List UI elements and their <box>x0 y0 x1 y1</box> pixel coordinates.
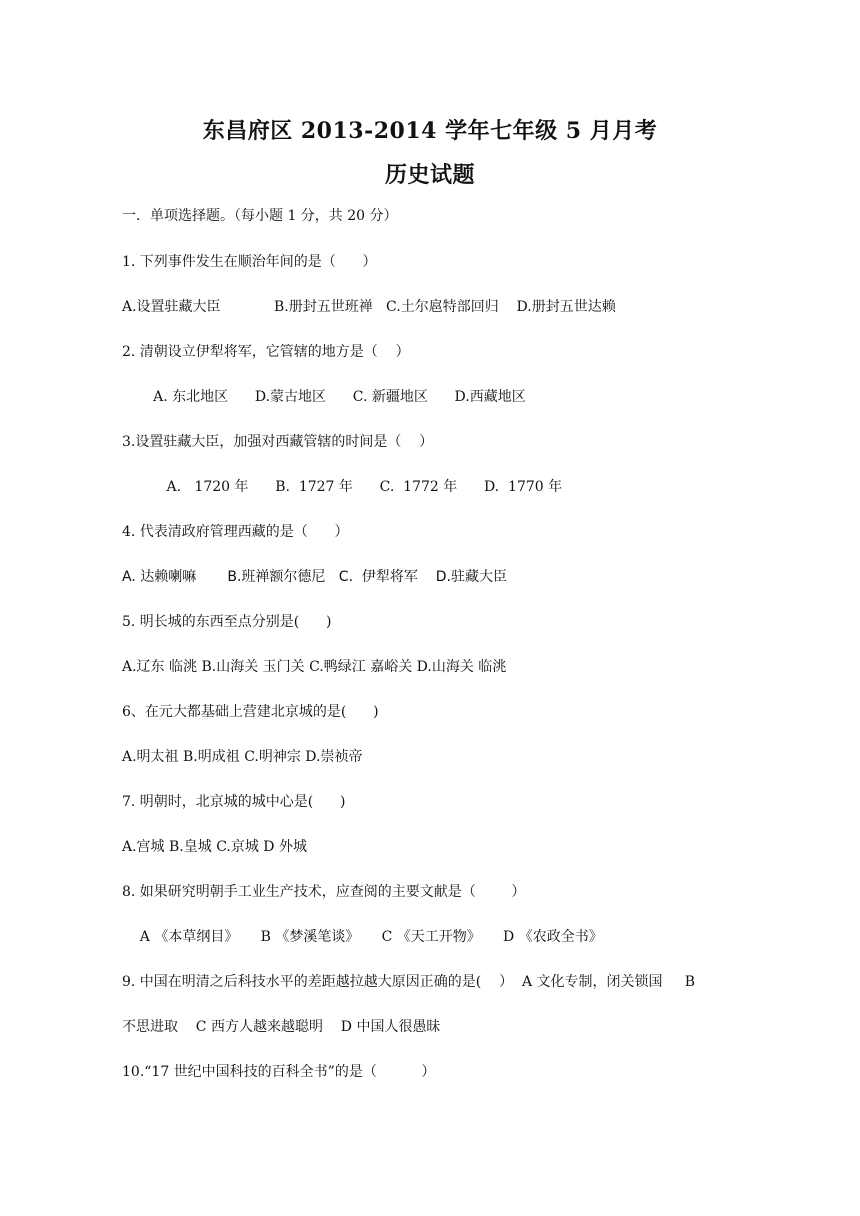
question-5: 5. 明长城的东西至点分别是( ) <box>122 614 332 630</box>
section-heading: 一．单项选择题。（每小题 1 分，共 20 分） <box>122 208 398 224</box>
question-4: 4. 代表清政府管理西藏的是（ ） <box>122 524 349 540</box>
question-2: 2. 清朝设立伊犁将军，它管辖的地方是（ ） <box>122 344 410 360</box>
question-1: 1. 下列事件发生在顺治年间的是（ ） <box>122 254 377 270</box>
question-4-options: A. 达赖喇嘛 B.班禅额尔德尼 C. 伊犁将军 D.驻藏大臣 <box>122 569 507 585</box>
question-5-options: A.辽东 临洮 B.山海关 玉门关 C.鸭绿江 嘉峪关 D.山海关 临洮 <box>122 659 507 675</box>
question-10: 10.“17 世纪中国科技的百科全书”的是（ ） <box>122 1064 436 1080</box>
question-7-options: A.宫城 B.皇城 C.京城 D 外城 <box>122 839 307 855</box>
question-6: 6、在元大都基础上营建北京城的是( ) <box>122 704 379 720</box>
question-9: 9. 中国在明清之后科技水平的差距越拉越大原因正确的是( ） A 文化专制，闭关锁国 B <box>122 974 696 990</box>
question-3-options: A. 1720 年 B. 1727 年 C. 1772 年 D. 1770 年 <box>122 479 563 495</box>
question-1-options: A.设置驻藏大臣 B.册封五世班禅 C.土尔扈特部回归 D.册封五世达赖 <box>122 299 616 315</box>
question-6-options: A.明太祖 B.明成祖 C.明神宗 D.崇祯帝 <box>122 749 363 765</box>
question-2-options: A. 东北地区 D.蒙古地区 C. 新疆地区 D.西藏地区 <box>122 389 526 405</box>
question-8: 8. 如果研究明朝手工业生产技术，应查阅的主要文献是（ ） <box>122 884 526 900</box>
question-9-continued: 不思进取 C 西方人越来越聪明 D 中国人很愚昧 <box>122 1019 441 1035</box>
question-7: 7. 明朝时，北京城的城中心是( ) <box>122 794 346 810</box>
question-8-options: A 《本草纲目》 B 《梦溪笔谈》 C 《天工开物》 D 《农政全书》 <box>122 929 603 945</box>
exam-title: 东昌府区 2013-2014 学年七年级 5 月月考 <box>202 118 658 144</box>
exam-subtitle: 历史试题 <box>384 162 475 188</box>
question-3: 3.设置驻藏大臣，加强对西藏管辖的时间是（ ） <box>122 434 434 450</box>
